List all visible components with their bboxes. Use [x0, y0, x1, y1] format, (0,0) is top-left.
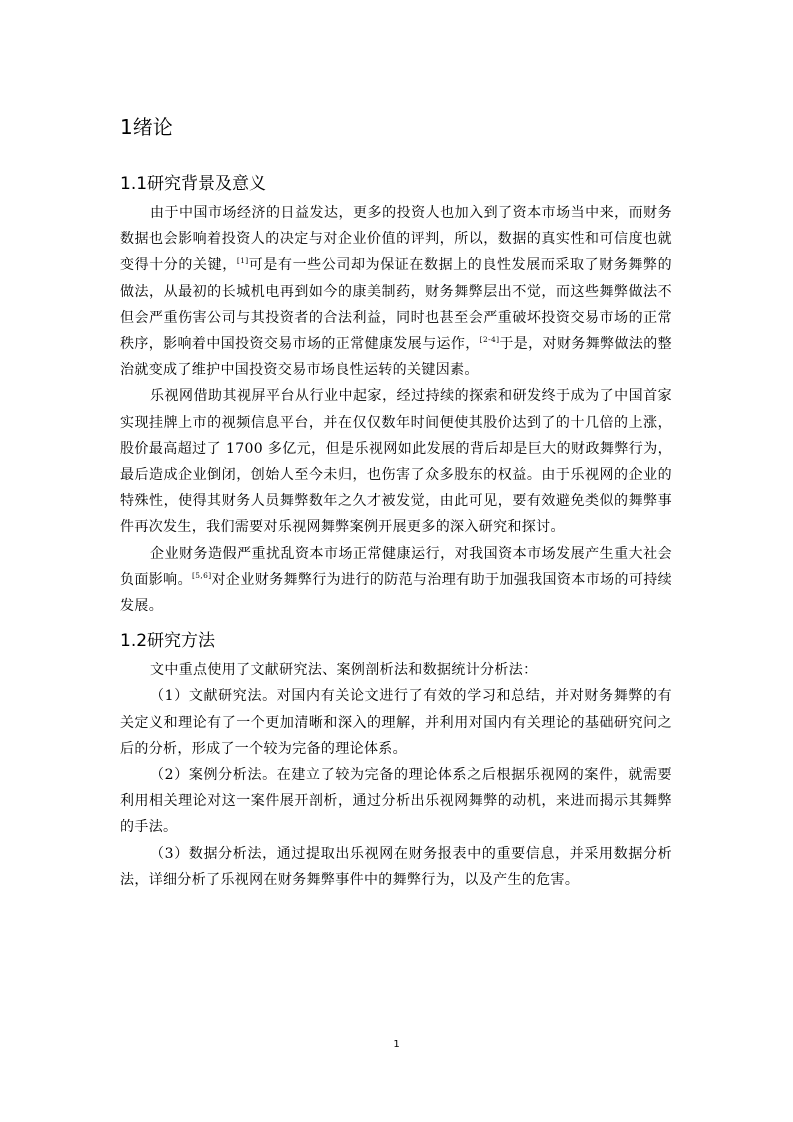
text-run: 企业财务造假严重扰乱资本市场正常健康运行，对我国资本市场发展产生重大社会负面影响。: [120, 545, 672, 588]
citation-ref: [2-4]: [479, 335, 500, 345]
section-title-methods: 1.2研究方法: [120, 631, 216, 652]
chapter-title: 1绪论: [120, 115, 173, 139]
page-number: 1: [393, 1039, 400, 1050]
page-content: [120, 112, 672, 893]
text-run: 对企业财务舞弊行为进行的防范与治理有助于加强我国资本市场的可持续发展。: [120, 571, 673, 615]
method-item-literature: （1）文献研究法。对国内有关论文进行了有效的学习和总结，并对财务舞弊的有关定义和理论有了一个更加清晰和深入的理解，并利用对国内有关理论的基础研究问之后的分析，形成了一个较为完备的理论体系。: [120, 688, 672, 757]
citation-ref: [5,6]: [191, 570, 212, 580]
paragraph-background-2: 乐视网借助其视屏平台从行业中起家，经过持续的探索和研发终于成为了中国首家实现挂牌上市的视频信息平台，并在仅仅数年时间便使其股价达到了的十几倍的上涨，股价最高超过了 1700 多亿元，但是乐视网如此发展的背后却是巨大的财政舞弊行为，最后造成企业倒闭，创始人至今未归，也伤害了众多股东的权益。由于乐视网的企业的特殊性，使得其财务人员舞弊数年之久才被发觉，由此可见，要有效避免类似的舞弊事件再次发生，我们需要对乐视网舞弊案例开展更多的深入研究和探讨。: [120, 388, 672, 536]
text-run: 由于中国市场经济的日益发达，更多的投资人也加入到了资本市场当中来，而财务数据也会影响着投资人的决定与对企业价值的评判，所以，数据的真实性和可信度也就变得十分的关键，: [120, 205, 672, 274]
text-run: 可是有一些公司却为保证在数据上的良性发展而采取了财务舞弊的做法，从最初的长城机电再到如今的康美制药，财务舞弊层出不觉，而这些舞弊做法不但会严重伤害公司与其投资者的合法利益，同时也甚至会严重破坏投资交易市场的正常秩序，影响着中国投资交易市场的正常健康发展与运作，: [120, 257, 672, 353]
citation-ref: [1]: [236, 256, 249, 266]
text-run: 于是，对财务舞弊做法的整治就变成了维护中国投资交易市场良性运转的关键因素。: [120, 336, 672, 379]
section-title-background: 1.1研究背景及意义: [120, 174, 267, 194]
paragraph-background-1: [120, 200, 672, 383]
method-item-case: （2）案例分析法。在建立了较为完备的理论体系之后根据乐视网的案件，就需要利用相关理论对这一案件展开剖析，通过分析出乐视网舞弊的动机，来进而揭示其舞弊的手法。: [120, 767, 672, 836]
method-item-data: （3）数据分析法，通过提取出乐视网在财务报表中的重要信息，并采用数据分析法，详细分析了乐视网在财务舞弊事件中的舞弊行为，以及产生的危害。: [120, 845, 672, 888]
paragraph-methods-intro: 文中重点使用了文献研究法、案例剖析法和数据统计分析法：: [150, 662, 538, 679]
paragraph-background-3: [120, 541, 672, 620]
